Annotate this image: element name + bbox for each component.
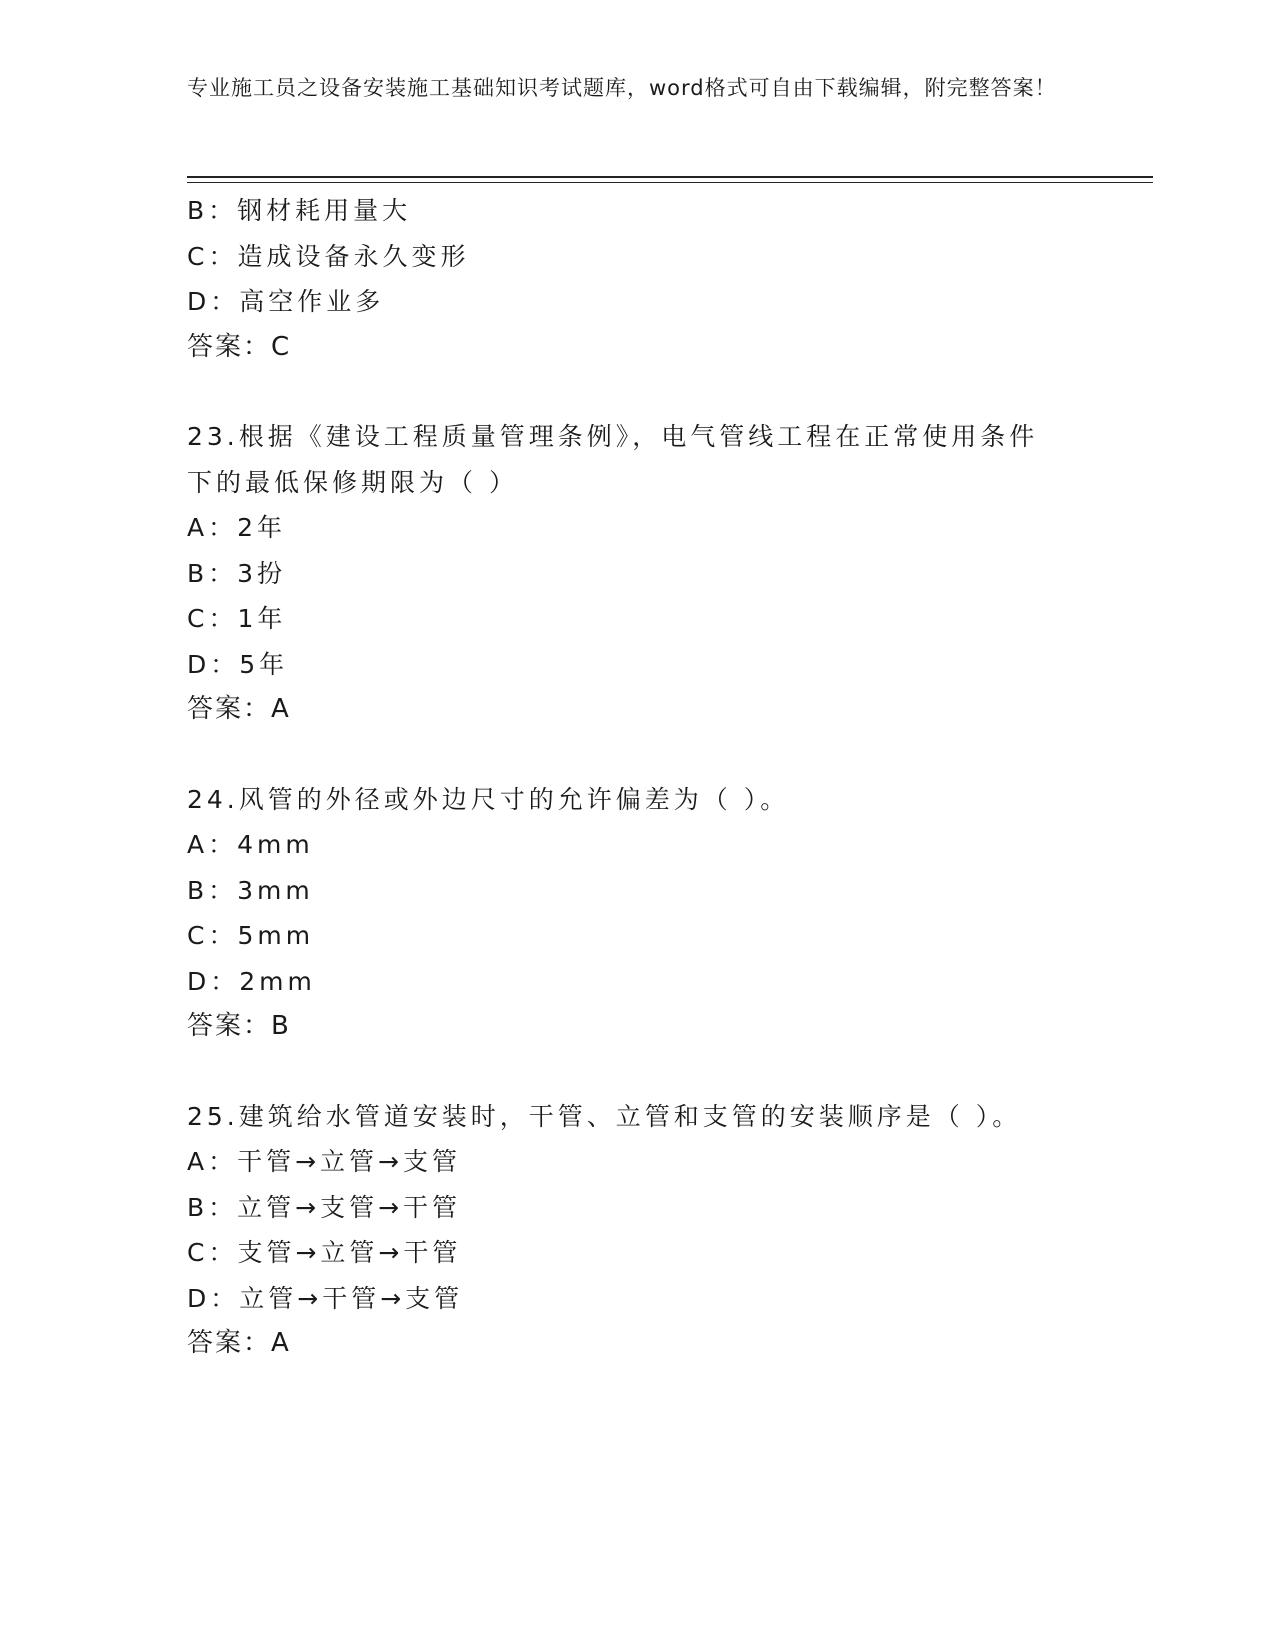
option-d: D：5年 xyxy=(187,649,289,679)
option-b: B：钢材耗用量大 xyxy=(187,196,412,225)
option-c: C：1年 xyxy=(187,604,287,633)
answer: 答案：B xyxy=(187,1011,291,1041)
option-b: B：3mm xyxy=(187,875,314,905)
question-text: 23.根据《建设工程质量管理条例》，电气管线工程在正常使用条件下的最低保修期限为（ ） xyxy=(187,422,1039,497)
option-d: D：2mm xyxy=(187,966,316,996)
question-25 xyxy=(187,1094,1087,1367)
question-24 xyxy=(187,777,1087,1050)
document-header: 专业施工员之设备安装施工基础知识考试题库，word格式可自由下载编辑，附完整答案！ xyxy=(187,76,1057,100)
answer: 答案：C xyxy=(187,331,292,362)
header-divider-thin xyxy=(187,182,1153,183)
question-23 xyxy=(187,414,1087,733)
answer: 答案：A xyxy=(187,1328,291,1358)
option-b: B：3扮 xyxy=(187,558,287,588)
question-list xyxy=(187,188,1087,1367)
header-divider xyxy=(187,176,1153,178)
question-22-continued xyxy=(187,188,1087,370)
option-a: A：4mm xyxy=(187,830,314,859)
answer: 答案：A xyxy=(187,694,291,724)
option-d: D：高空作业多 xyxy=(187,287,385,316)
option-c: C：5mm xyxy=(187,921,315,950)
option-c: C：造成设备永久变形 xyxy=(187,241,470,271)
option-b: B：立管→支管→干管 xyxy=(187,1192,462,1222)
option-a: A：干管→立管→支管 xyxy=(187,1147,461,1176)
option-a: A：2年 xyxy=(187,513,287,542)
question-text: 24.风管的外径或外边尺寸的允许偏差为（ ）。 xyxy=(187,784,790,814)
option-c: C：支管→立管→干管 xyxy=(187,1238,462,1267)
option-d: D：立管→干管→支管 xyxy=(187,1283,464,1313)
question-text: 25.建筑给水管道安装时，干管、立管和支管的安装顺序是（ ）。 xyxy=(187,1101,1022,1131)
